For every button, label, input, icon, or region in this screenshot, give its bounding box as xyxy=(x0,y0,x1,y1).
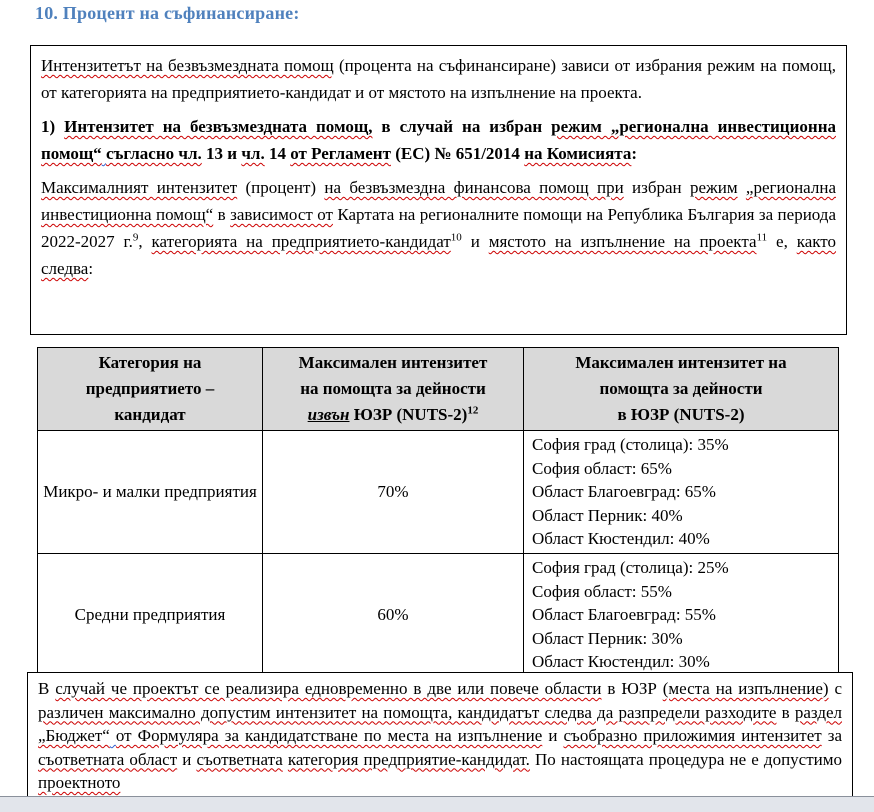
text-run: 13 и xyxy=(201,144,242,163)
misspelled-text-run: случай че проектът се реализира едновременно в две или повече области xyxy=(55,679,602,698)
text-run: в ЮЗР (NUTS-2) xyxy=(617,405,745,424)
misspelled-text-run: чл. xyxy=(241,144,265,163)
zone-percent-line: София град (столица): 35% xyxy=(532,435,729,455)
text-run: извън xyxy=(307,405,350,424)
footnote-ref: 11 xyxy=(756,231,768,244)
outside-percent-cell: 60% xyxy=(263,554,524,677)
misspelled-text-run: различен максимално допустим интензитет на помощта, кандидатът следва да разпредели разходите xyxy=(38,702,777,722)
text-run: (процент) xyxy=(237,178,325,197)
zone-percent-line: Област Кюстендил: 40% xyxy=(532,529,710,549)
text-run: Максимален интензитет xyxy=(298,353,488,372)
misspelled-text-run: от Формуляра за кандидатстване по места на изпълнение xyxy=(115,726,543,745)
note-paragraph xyxy=(38,677,842,795)
text-run: : xyxy=(631,144,638,163)
misspelled-text-run: проектното xyxy=(38,773,121,792)
text-run: , xyxy=(138,232,152,251)
outside-percent-cell: 70% xyxy=(263,431,524,554)
category-cell: Микро- и малки предприятия xyxy=(38,431,263,554)
header-outside-yuzr xyxy=(263,348,524,431)
misspelled-text-run: Максималният интензитет xyxy=(41,178,238,197)
zone-percent-line: София област: 55% xyxy=(532,581,672,601)
text-run: (процента на съфинансиране) зависи от избрания режим на помощ, от категорията на предприятието-кандидат и от мястото на изпълнение на проекта. xyxy=(41,56,836,102)
text-run: избран xyxy=(623,178,690,197)
text-run xyxy=(738,178,746,197)
header-category xyxy=(38,348,263,431)
zone-percent-line: София град (столица): 25% xyxy=(532,558,729,578)
text-run: с xyxy=(828,679,842,698)
misspelled-text-run: на безвъзмездна финансова помощ при xyxy=(324,178,624,197)
category-cell: Средни предприятия xyxy=(38,554,263,677)
text-run: Максимален интензитет на xyxy=(575,353,787,372)
misspelled-text-run: съгласно чл. xyxy=(105,144,202,163)
misspelled-text-run: категория предприятие-кандидат. xyxy=(287,749,530,769)
zone-percent-line: Област Благоевград: 55% xyxy=(532,605,716,625)
table-header-row xyxy=(38,348,839,431)
intro-paragraph-2 xyxy=(41,113,836,167)
text-run: (ЕС) № 651/2014 xyxy=(390,144,525,163)
misspelled-text-run: от Регламент xyxy=(290,144,391,163)
text-run: в xyxy=(776,702,795,722)
header-inside-yuzr xyxy=(524,348,839,431)
cofinancing-table xyxy=(37,347,839,677)
misspelled-text-run: съобразно приложимия интензитет xyxy=(563,726,822,745)
misspelled-text-run: съответната област xyxy=(38,749,178,769)
misspelled-text-run: Интензитет на безвъзмездната помощ, xyxy=(64,117,373,136)
footnote-ref: 10 xyxy=(450,231,462,244)
text-run: е, xyxy=(767,232,797,251)
table-row xyxy=(38,554,839,677)
inside-zones-cell xyxy=(524,431,839,554)
text-run: в случай на избран xyxy=(372,117,552,136)
text-run: Картата на регионалните помощи на Република България за периода 2022-2027 г. xyxy=(41,205,836,251)
misspelled-text-run: (места на изпълнение) xyxy=(662,679,829,698)
intro-paragraph-3 xyxy=(41,174,836,282)
page-edge-strip xyxy=(0,796,874,812)
misspelled-text-run: „регионална инвестиционна помощ“ xyxy=(41,178,836,224)
text-run: : xyxy=(88,259,94,278)
text-run: в xyxy=(213,205,231,224)
text-run: кандидат xyxy=(114,405,186,424)
text-run: ЮЗР (NUTS-2) xyxy=(349,405,468,424)
text-run: предприятието – xyxy=(85,379,215,398)
table-row xyxy=(38,431,839,554)
text-run: на помощта за дейности xyxy=(300,379,486,398)
text-run: По настоящата процедура не е допустимо xyxy=(529,749,842,769)
zone-percent-line: Област Перник: 30% xyxy=(532,628,683,648)
zone-percent-line: Област Перник: 40% xyxy=(532,505,683,525)
text-run: помощта за дейности xyxy=(599,379,763,398)
section-heading: 10. Процент на съфинансиране: xyxy=(35,3,300,23)
misspelled-text-run: на Комисията xyxy=(524,144,632,163)
note-text-box xyxy=(27,672,853,796)
footnote-ref: 12 xyxy=(467,404,479,417)
inside-zones-cell xyxy=(524,554,839,677)
misspelled-text-run: раздел „Бюджет“ xyxy=(38,702,842,745)
misspelled-text-run: както следва xyxy=(41,232,837,278)
text-run: В xyxy=(38,679,56,698)
zone-percent-line: Област Кюстендил: 30% xyxy=(532,652,710,672)
text-run: Категория на xyxy=(98,353,202,372)
text-run: и xyxy=(177,749,197,769)
misspelled-text-run: съответната xyxy=(196,749,283,769)
intro-text-box xyxy=(30,45,847,335)
intro-paragraph-1 xyxy=(41,52,836,106)
misspelled-text-run: Интензитетът на безвъзмездната помощ xyxy=(41,56,334,75)
misspelled-text-run: мястото на изпълнение на проекта xyxy=(488,232,757,251)
zone-percent-line: Област Благоевград: 65% xyxy=(532,482,716,502)
zone-percent-line: София област: 65% xyxy=(532,458,672,478)
text-run: 14 xyxy=(264,144,291,163)
misspelled-text-run: режим xyxy=(689,178,738,197)
text-run: за xyxy=(821,726,842,745)
misspelled-text-run: режим „регионална инвестиционна помощ“ xyxy=(41,117,836,163)
text-run: 1) xyxy=(41,117,65,136)
text-run: в ЮЗР xyxy=(601,679,663,698)
text-run: и xyxy=(542,726,564,745)
misspelled-text-run: зависимост от xyxy=(230,205,333,224)
footnote-ref: 9 xyxy=(132,231,139,244)
text-run: и xyxy=(461,232,489,251)
misspelled-text-run: категорията на предприятието-кандидат xyxy=(151,232,451,251)
